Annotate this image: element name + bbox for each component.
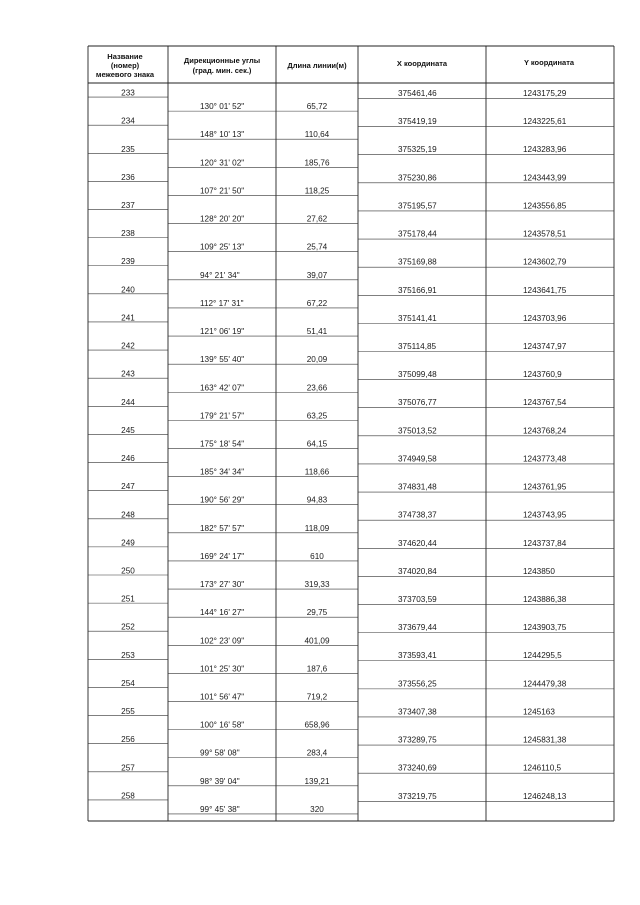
y-coordinate-value: 1243578,51 <box>523 229 567 239</box>
direction-angle-value: 101° 56' 47" <box>200 692 245 702</box>
direction-angle-value: 130° 01' 52" <box>200 102 245 112</box>
x-coordinate-value: 374738,37 <box>398 510 437 520</box>
x-coordinate-value: 375169,88 <box>398 257 437 267</box>
line-length-value: 319,33 <box>304 580 330 590</box>
line-length-value: 118,09 <box>304 523 330 533</box>
line-length-value: 185,76 <box>304 158 330 168</box>
direction-angle-value: 120° 31' 02" <box>200 158 245 168</box>
point-name: 238 <box>121 229 135 239</box>
line-length-value: 283,4 <box>306 748 328 758</box>
x-coordinate-value: 373219,75 <box>398 791 437 801</box>
x-coordinate-value: 373679,44 <box>398 623 437 633</box>
line-length-value: 39,07 <box>306 270 328 280</box>
line-length-value: 25,74 <box>306 242 328 252</box>
direction-angle-value: 144° 16' 27" <box>200 608 245 618</box>
point-name: 249 <box>121 538 135 548</box>
x-coordinate-value: 373703,59 <box>398 595 437 605</box>
x-coordinate-value: 375195,57 <box>398 201 437 211</box>
y-coordinate-value: 1243556,85 <box>523 201 567 211</box>
line-length-value: 23,66 <box>306 383 328 393</box>
point-name: 246 <box>121 454 135 464</box>
line-length-value: 27,62 <box>306 214 328 224</box>
point-name: 242 <box>121 341 135 351</box>
header-length: Длина линии(м) <box>287 61 347 70</box>
y-coordinate-value: 1243903,75 <box>523 623 567 633</box>
y-coordinate-value: 1243283,96 <box>523 145 567 155</box>
line-length-value: 139,21 <box>304 776 330 786</box>
x-coordinate-value: 373407,38 <box>398 707 437 717</box>
direction-angle-value: 185° 34' 34" <box>200 467 245 477</box>
x-coordinate-value: 375419,19 <box>398 117 437 127</box>
direction-angle-value: 99° 45' 38" <box>200 804 240 814</box>
x-coordinate-value: 374949,58 <box>398 454 437 464</box>
header-name-line3: межевого знака <box>95 70 155 79</box>
y-coordinate-value: 1243641,75 <box>523 285 567 295</box>
line-length-value: 118,66 <box>304 467 330 477</box>
direction-angle-value: 109° 25' 13" <box>200 242 245 252</box>
x-coordinate-value: 375325,19 <box>398 145 437 155</box>
line-length-value: 320 <box>310 804 324 814</box>
direction-angle-value: 100° 16' 58" <box>200 720 245 730</box>
point-name: 236 <box>121 172 135 182</box>
y-coordinate-value: 1243886,38 <box>523 595 567 605</box>
y-coordinate-value: 1243443,99 <box>523 173 567 183</box>
point-name: 244 <box>121 397 135 407</box>
y-coordinate-value: 1243225,61 <box>523 117 567 127</box>
x-coordinate-value: 375013,52 <box>398 426 437 436</box>
direction-angle-value: 169° 24' 17" <box>200 551 245 561</box>
line-length-value: 63,25 <box>306 411 328 421</box>
direction-angle-value: 179° 21' 57" <box>200 411 245 421</box>
y-coordinate-value: 1243747,97 <box>523 341 567 351</box>
point-name: 235 <box>121 144 135 154</box>
header-name-line1: Название <box>107 52 143 61</box>
x-coordinate-value: 374620,44 <box>398 538 437 548</box>
point-name: 247 <box>121 482 135 492</box>
y-coordinate-value: 1243602,79 <box>523 257 567 267</box>
point-name: 245 <box>121 425 135 435</box>
x-coordinate-value: 375178,44 <box>398 229 437 239</box>
direction-angle-value: 98° 39' 04" <box>200 776 240 786</box>
x-coordinate-value: 375141,41 <box>398 313 437 323</box>
point-name: 243 <box>121 369 135 379</box>
point-name: 255 <box>121 707 135 717</box>
direction-angle-value: 121° 06' 19" <box>200 327 245 337</box>
point-name: 239 <box>121 257 135 267</box>
direction-angle-value: 102° 23' 09" <box>200 636 245 646</box>
x-coordinate-value: 373240,69 <box>398 763 437 773</box>
header-angle-line1: Дирекционные углы <box>183 56 261 65</box>
y-coordinate-value: 1243703,96 <box>523 313 567 323</box>
line-length-value: 65,72 <box>306 102 328 112</box>
x-coordinate-value: 375461,46 <box>398 88 437 98</box>
line-length-value: 64,15 <box>306 439 328 449</box>
direction-angle-value: 139° 55' 40" <box>200 355 245 365</box>
y-coordinate-value: 1245831,38 <box>523 735 567 745</box>
direction-angle-value: 107° 21' 50" <box>200 186 245 196</box>
direction-angle-value: 173° 27' 30" <box>200 580 245 590</box>
point-name: 248 <box>121 510 135 520</box>
y-coordinate-value: 1243737,84 <box>523 538 567 548</box>
direction-angle-value: 101° 25' 30" <box>200 664 245 674</box>
line-length-value: 658,96 <box>304 720 330 730</box>
direction-angle-value: 148° 10' 13" <box>200 130 245 140</box>
y-coordinate-value: 1243175,29 <box>523 88 567 98</box>
direction-angle-value: 163° 42' 07" <box>200 383 245 393</box>
point-name: 254 <box>121 678 135 688</box>
point-name: 253 <box>121 650 135 660</box>
y-coordinate-value: 1243761,95 <box>523 482 567 492</box>
point-name: 234 <box>121 116 135 126</box>
direction-angle-value: 99° 58' 08" <box>200 748 240 758</box>
point-name: 257 <box>121 763 135 773</box>
y-coordinate-value: 1243773,48 <box>523 454 567 464</box>
line-length-value: 187,6 <box>306 664 328 674</box>
y-coordinate-value: 1244479,38 <box>523 679 567 689</box>
y-coordinate-value: 1244295,5 <box>523 651 562 661</box>
point-name: 250 <box>121 566 135 576</box>
y-coordinate-value: 1243768,24 <box>523 426 567 436</box>
point-name: 233 <box>121 88 135 98</box>
y-coordinate-value: 1243850 <box>523 566 555 576</box>
line-length-value: 20,09 <box>306 355 328 365</box>
line-length-value: 94,83 <box>306 495 328 505</box>
point-name: 256 <box>121 735 135 745</box>
x-coordinate-value: 375166,91 <box>398 285 437 295</box>
direction-angle-value: 190° 56' 29" <box>200 495 245 505</box>
header-x-coordinate: X координата <box>396 59 448 68</box>
direction-angle-value: 112° 17' 31" <box>200 298 244 308</box>
direction-angle-value: 175° 18' 54" <box>200 439 245 449</box>
x-coordinate-value: 375099,48 <box>398 370 437 380</box>
x-coordinate-value: 374831,48 <box>398 482 437 492</box>
x-coordinate-value: 374020,84 <box>398 566 437 576</box>
x-coordinate-value: 375114,85 <box>398 341 437 351</box>
y-coordinate-value: 1243767,54 <box>523 398 567 408</box>
header-angle-line2: (град. мин. сек.) <box>192 66 252 75</box>
point-name: 240 <box>121 285 135 295</box>
direction-angle-value: 182° 57' 57" <box>200 523 245 533</box>
x-coordinate-value: 373593,41 <box>398 651 437 661</box>
y-coordinate-value: 1246248,13 <box>523 791 567 801</box>
point-name: 251 <box>121 594 135 604</box>
y-coordinate-value: 1243760,9 <box>523 370 562 380</box>
x-coordinate-value: 375230,86 <box>398 173 437 183</box>
x-coordinate-value: 373556,25 <box>398 679 437 689</box>
point-name: 241 <box>121 313 135 323</box>
x-coordinate-value: 373289,75 <box>398 735 437 745</box>
direction-angle-value: 94° 21' 34" <box>200 270 240 280</box>
line-length-value: 67,22 <box>306 298 328 308</box>
y-coordinate-value: 1245163 <box>523 707 555 717</box>
line-length-value: 51,41 <box>306 327 328 337</box>
point-name: 258 <box>121 791 135 801</box>
point-name: 252 <box>121 622 135 632</box>
line-length-value: 610 <box>310 551 324 561</box>
line-length-value: 110,64 <box>304 130 330 140</box>
table-body <box>121 89 567 814</box>
header-y-coordinate: Y координата <box>523 58 575 67</box>
header-name-line2: (номер) <box>110 61 140 70</box>
y-coordinate-value: 1246110,5 <box>523 763 562 773</box>
line-length-value: 719,2 <box>306 692 328 702</box>
point-name: 237 <box>121 201 135 211</box>
line-length-value: 118,25 <box>304 186 330 196</box>
y-coordinate-value: 1243743,95 <box>523 510 567 520</box>
x-coordinate-value: 375076,77 <box>398 398 437 408</box>
line-length-value: 29,75 <box>306 608 328 618</box>
direction-angle-value: 128° 20' 20" <box>200 214 245 224</box>
line-length-value: 401,09 <box>304 636 330 646</box>
